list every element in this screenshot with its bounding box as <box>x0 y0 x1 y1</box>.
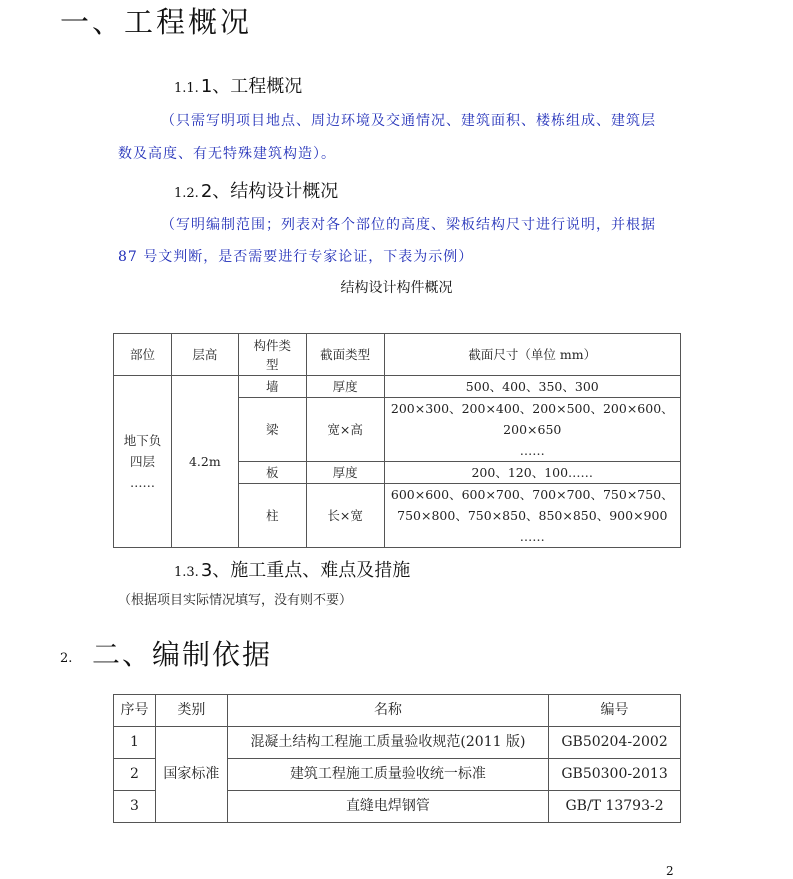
note-1-3: （根据项目实际情况填写，没有则不要） <box>118 593 353 608</box>
header-cell: 构件类型 <box>238 334 306 376</box>
structure-table <box>113 333 681 548</box>
row-number: 3 <box>114 791 156 823</box>
size-cell: 500、400、350、300 <box>384 376 680 398</box>
section-type-cell: 长×宽 <box>306 484 384 548</box>
note-1-1-line1: （只需写明项目地点、周边环境及交通情况、建筑面积、楼栋组成、建筑层 <box>161 113 656 129</box>
subheading-1-2 <box>174 177 338 203</box>
category-cell: 国家标准 <box>155 727 227 823</box>
name-cell: 建筑工程施工质量验收统一标准 <box>227 759 548 791</box>
section-type-cell: 宽×高 <box>306 398 384 462</box>
subheading-1-3 <box>174 556 410 582</box>
header-cell: 类别 <box>155 695 227 727</box>
component-cell: 梁 <box>238 398 306 462</box>
subheading-text: 3、施工重点、难点及措施 <box>200 560 411 581</box>
row-number: 1 <box>114 727 156 759</box>
component-cell: 柱 <box>238 484 306 548</box>
subheading-text: 1、工程概况 <box>200 76 303 97</box>
code-cell: GB50204-2002 <box>549 727 681 759</box>
section-heading-1: 一、工程概况 <box>60 5 253 39</box>
size-line: 200×650 <box>503 422 562 437</box>
table-header-row <box>114 695 681 727</box>
header-cell: 截面类型 <box>306 334 384 376</box>
location-cell <box>114 376 172 548</box>
size-line: 200×300、200×400、200×500、200×600、 <box>390 401 674 416</box>
size-cell <box>384 398 680 462</box>
subheading-1-1 <box>174 72 302 98</box>
component-cell: 墙 <box>238 376 306 398</box>
location-line: …… <box>129 475 155 490</box>
header-cell: 层高 <box>171 334 238 376</box>
table-row <box>114 376 681 398</box>
header-cell: 名称 <box>227 695 548 727</box>
code-cell: GB50300-2013 <box>549 759 681 791</box>
size-line: …… <box>519 529 545 544</box>
name-cell: 直缝电焊钢管 <box>227 791 548 823</box>
section-type-cell: 厚度 <box>306 462 384 484</box>
size-line: …… <box>519 443 545 458</box>
note-1-2-line2: 87 号文判断，是否需要进行专家论证，下表为示例） <box>118 249 474 265</box>
location-line: 四层 <box>129 454 155 469</box>
header-cell: 编号 <box>549 695 681 727</box>
location-line: 地下负 <box>123 433 162 448</box>
header-cell: 截面尺寸（单位 mm） <box>384 334 680 376</box>
page-number: 2 <box>666 864 674 878</box>
note-1-1-line2: 数及高度、有无特殊建筑构造）。 <box>118 146 336 162</box>
height-cell: 4.2m <box>171 376 238 548</box>
header-cell: 序号 <box>114 695 156 727</box>
subheading-text: 2、结构设计概况 <box>200 181 339 202</box>
component-cell: 板 <box>238 462 306 484</box>
subheading-number: 1.1. <box>174 81 199 96</box>
subheading-number: 1.3. <box>174 565 199 580</box>
table-row <box>114 727 681 759</box>
size-cell <box>384 484 680 548</box>
table-caption: 结构设计构件概况 <box>340 280 453 296</box>
header-cell: 部位 <box>114 334 172 376</box>
size-line: 600×600、600×700、700×700、750×750、 <box>390 487 674 502</box>
name-cell: 混凝土结构工程施工质量验收规范(2011 版) <box>227 727 548 759</box>
table-header-row <box>114 334 681 376</box>
section-heading-2: 二、编制依据 <box>92 638 273 671</box>
code-cell: GB/T 13793-2 <box>549 791 681 823</box>
note-1-2-line1: （写明编制范围；列表对各个部位的高度、梁板结构尺寸进行说明，并根据 <box>161 217 656 233</box>
section-2-number: 2. <box>60 651 73 666</box>
section-type-cell: 厚度 <box>306 376 384 398</box>
reference-table <box>113 694 681 823</box>
size-cell: 200、120、100…… <box>384 462 680 484</box>
row-number: 2 <box>114 759 156 791</box>
subheading-number: 1.2. <box>174 186 199 201</box>
size-line: 750×800、750×850、850×850、900×900 <box>397 508 668 523</box>
